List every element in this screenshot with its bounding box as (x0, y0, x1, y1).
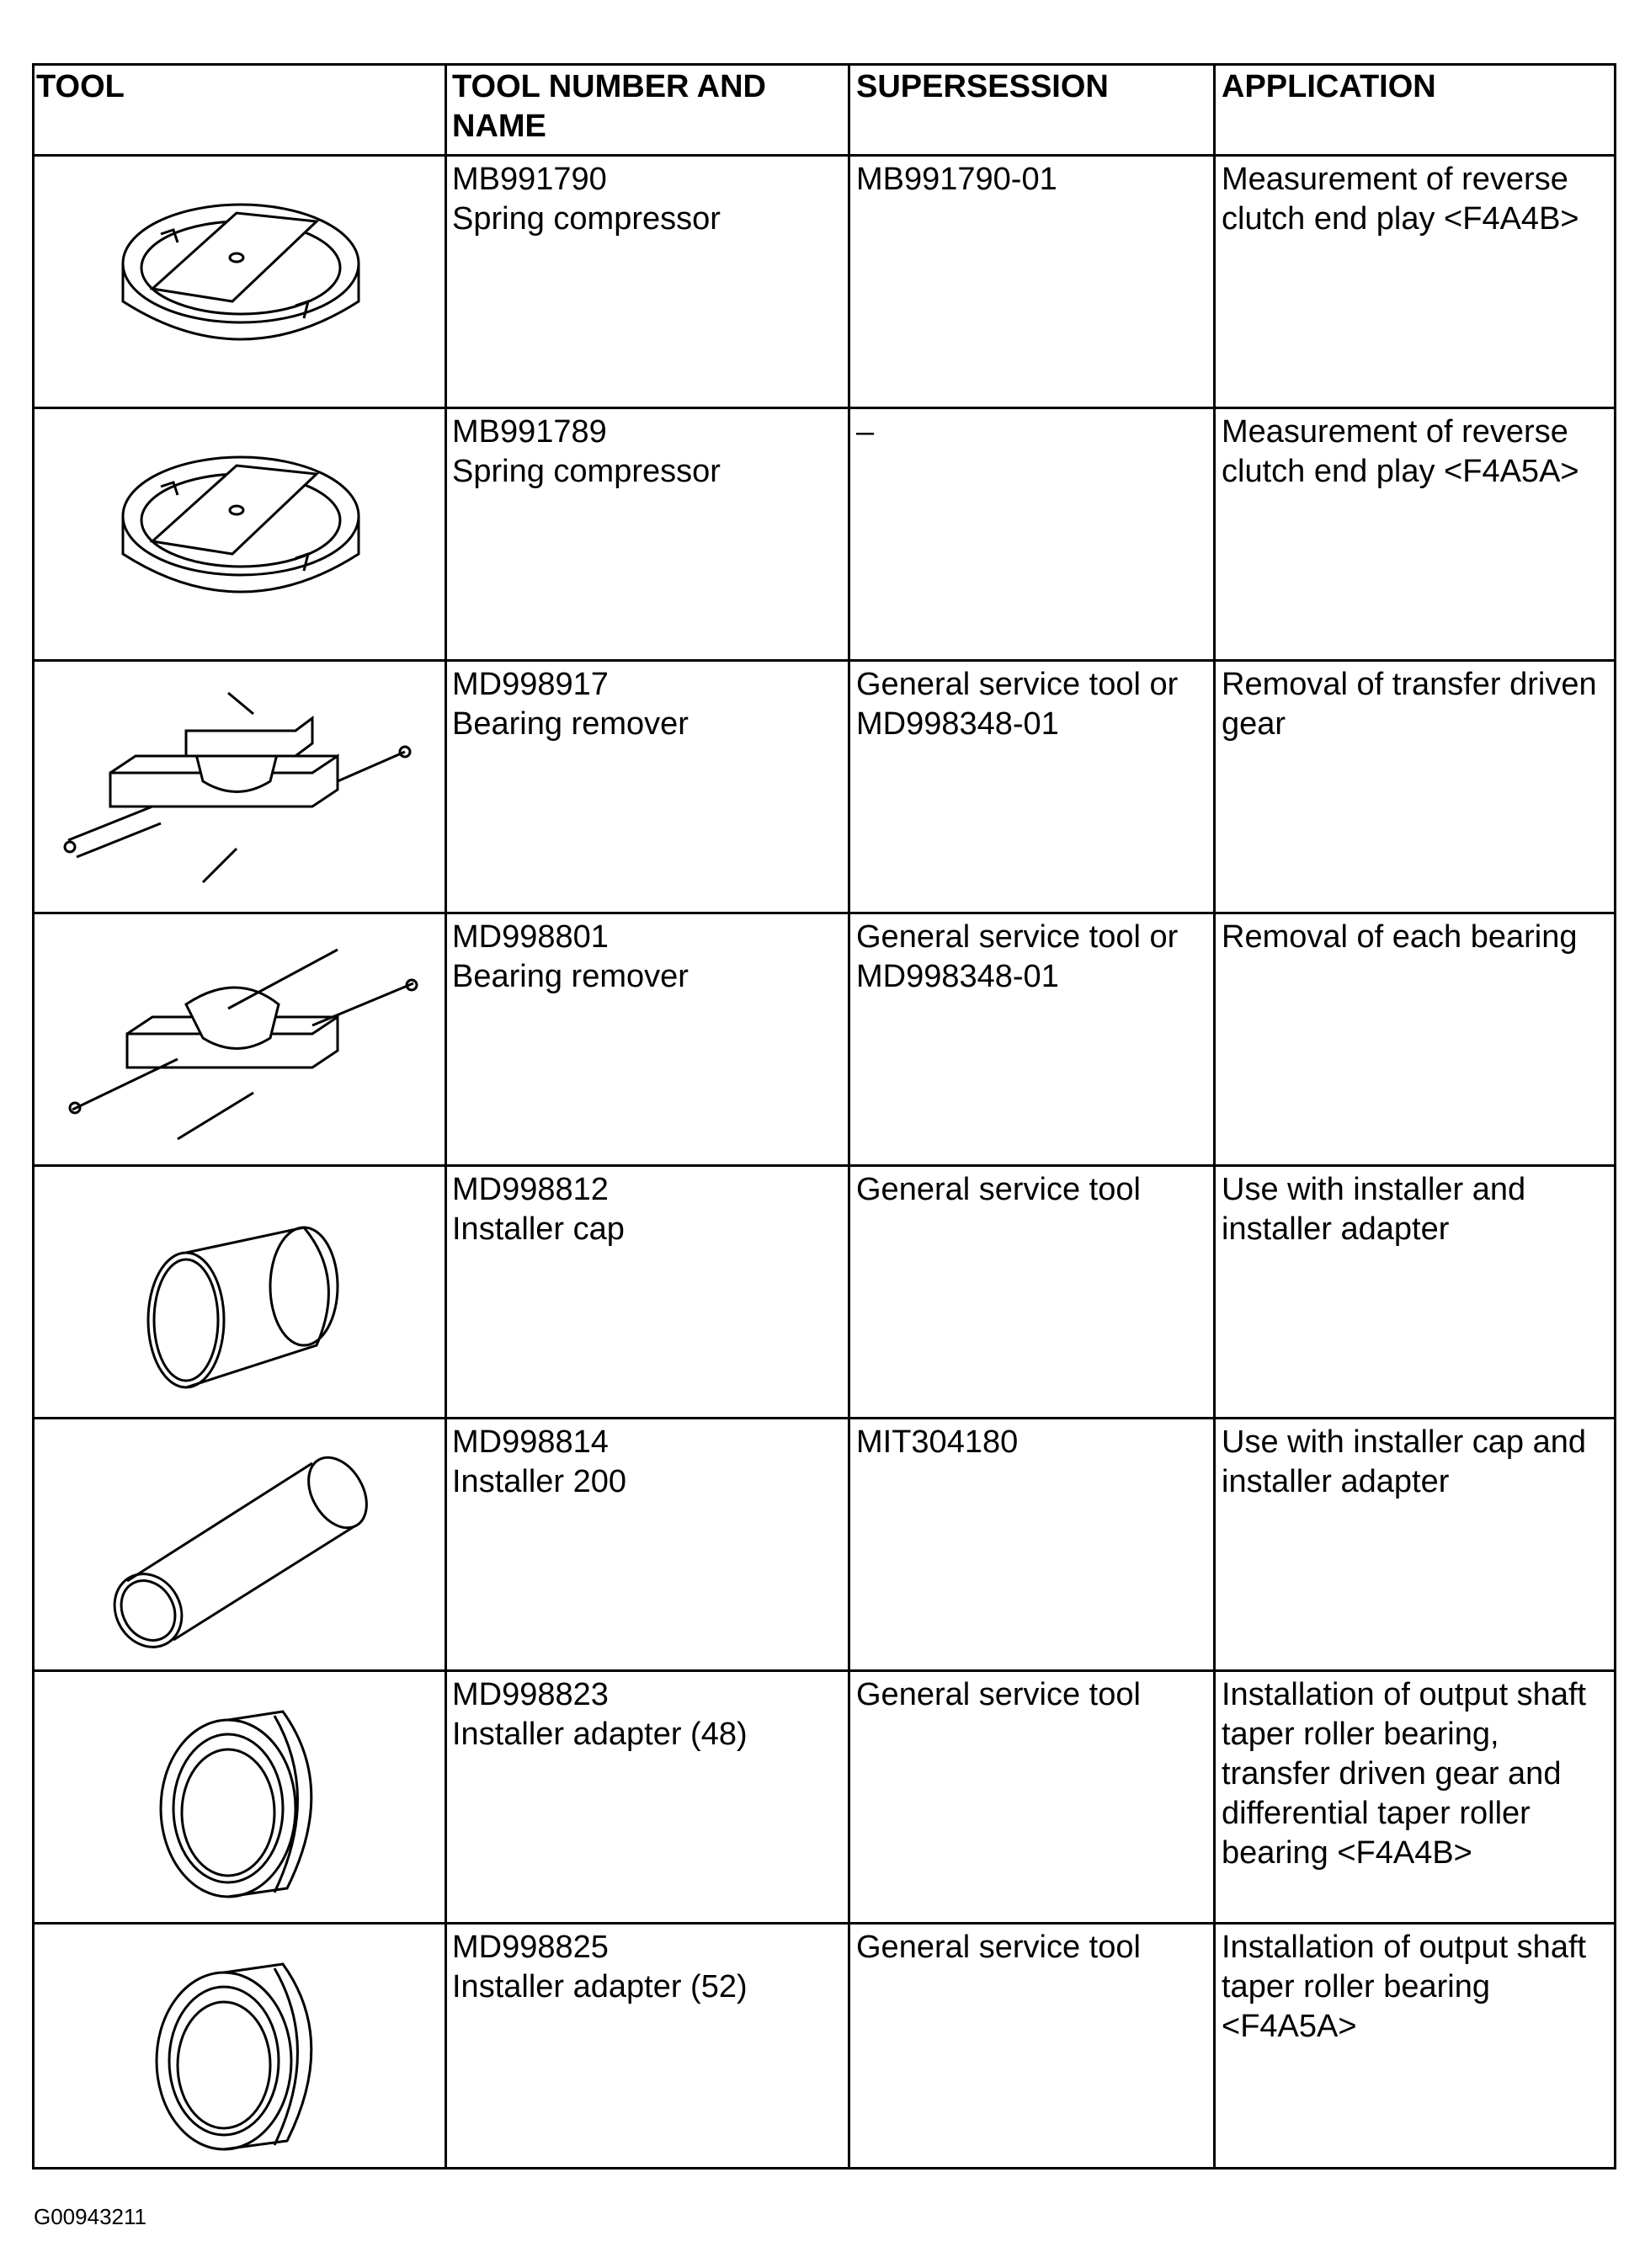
header-application: APPLICATION (1222, 69, 1436, 104)
supersession-value: General service tool or MD998348-01 (856, 667, 1179, 742)
application-text: Removal of each bearing (1222, 919, 1578, 955)
row-divider (35, 912, 1614, 914)
supersession-value: MIT304180 (856, 1424, 1019, 1460)
application-text: Installation of output shaft taper roller bearing <F4A5A> (1222, 1930, 1587, 2044)
row-divider (35, 1669, 1614, 1672)
tool-number: MB991790 (452, 162, 607, 197)
tool-number: MD998812 (452, 1172, 609, 1207)
tool-name: Installer cap (452, 1211, 625, 1247)
installer-adapter-icon (148, 1695, 342, 1905)
application-text: Installation of output shaft taper roller bearing, transfer driven gear and differential taper roller bearing <F4A4B> (1222, 1677, 1587, 1871)
row-divider (35, 1164, 1614, 1167)
bearing-remover-icon (60, 680, 422, 891)
application-text: Measurement of reverse clutch end play <F4A4B> (1222, 162, 1579, 237)
tool-number: MB991789 (452, 414, 607, 450)
tool-number: MD998917 (452, 667, 609, 702)
tool-number: MD998825 (452, 1930, 609, 1965)
tool-name: Bearing remover (452, 706, 689, 742)
supersession-value: General service tool or MD998348-01 (856, 919, 1179, 994)
spring-compressor-icon (102, 436, 380, 630)
column-divider (848, 66, 850, 2167)
tool-name: Spring compressor (452, 201, 721, 237)
bearing-remover-icon (60, 933, 422, 1143)
spring-compressor-icon (102, 184, 380, 377)
tool-name: Spring compressor (452, 454, 721, 489)
special-tools-table (32, 63, 1616, 2170)
application-text: Use with installer cap and installer adapter (1222, 1424, 1586, 1499)
installer-tube-icon (102, 1429, 388, 1657)
tool-name: Installer adapter (48) (452, 1717, 748, 1752)
installer-adapter-icon (144, 1947, 346, 2158)
supersession-value: General service tool (856, 1172, 1141, 1207)
application-text: Removal of transfer driven gear (1222, 667, 1597, 742)
row-divider (35, 1417, 1614, 1419)
figure-id: G00943211 (34, 2204, 146, 2229)
header-supersession: SUPERSESSION (856, 69, 1109, 104)
supersession-value: General service tool (856, 1677, 1141, 1712)
tool-number: MD998823 (452, 1677, 609, 1712)
tool-name: Bearing remover (452, 959, 689, 994)
row-divider (35, 1922, 1614, 1925)
row-divider (35, 407, 1614, 409)
tool-name: Installer adapter (52) (452, 1969, 748, 2004)
supersession-value: MB991790-01 (856, 162, 1057, 197)
installer-cap-icon (136, 1194, 354, 1396)
application-text: Measurement of reverse clutch end play <F4A5A> (1222, 414, 1579, 489)
column-divider (445, 66, 447, 2167)
tool-number: MD998801 (452, 919, 609, 955)
header-tool: TOOL (36, 69, 125, 104)
tool-number: MD998814 (452, 1424, 609, 1460)
supersession-value: – (856, 414, 875, 450)
row-divider (35, 154, 1614, 157)
supersession-value: General service tool (856, 1930, 1141, 1965)
column-divider (1213, 66, 1216, 2167)
tool-name: Installer 200 (452, 1464, 627, 1499)
header-tool-number: TOOL NUMBER AND NAME (452, 69, 766, 144)
row-divider (35, 659, 1614, 662)
application-text: Use with installer and installer adapter (1222, 1172, 1526, 1247)
